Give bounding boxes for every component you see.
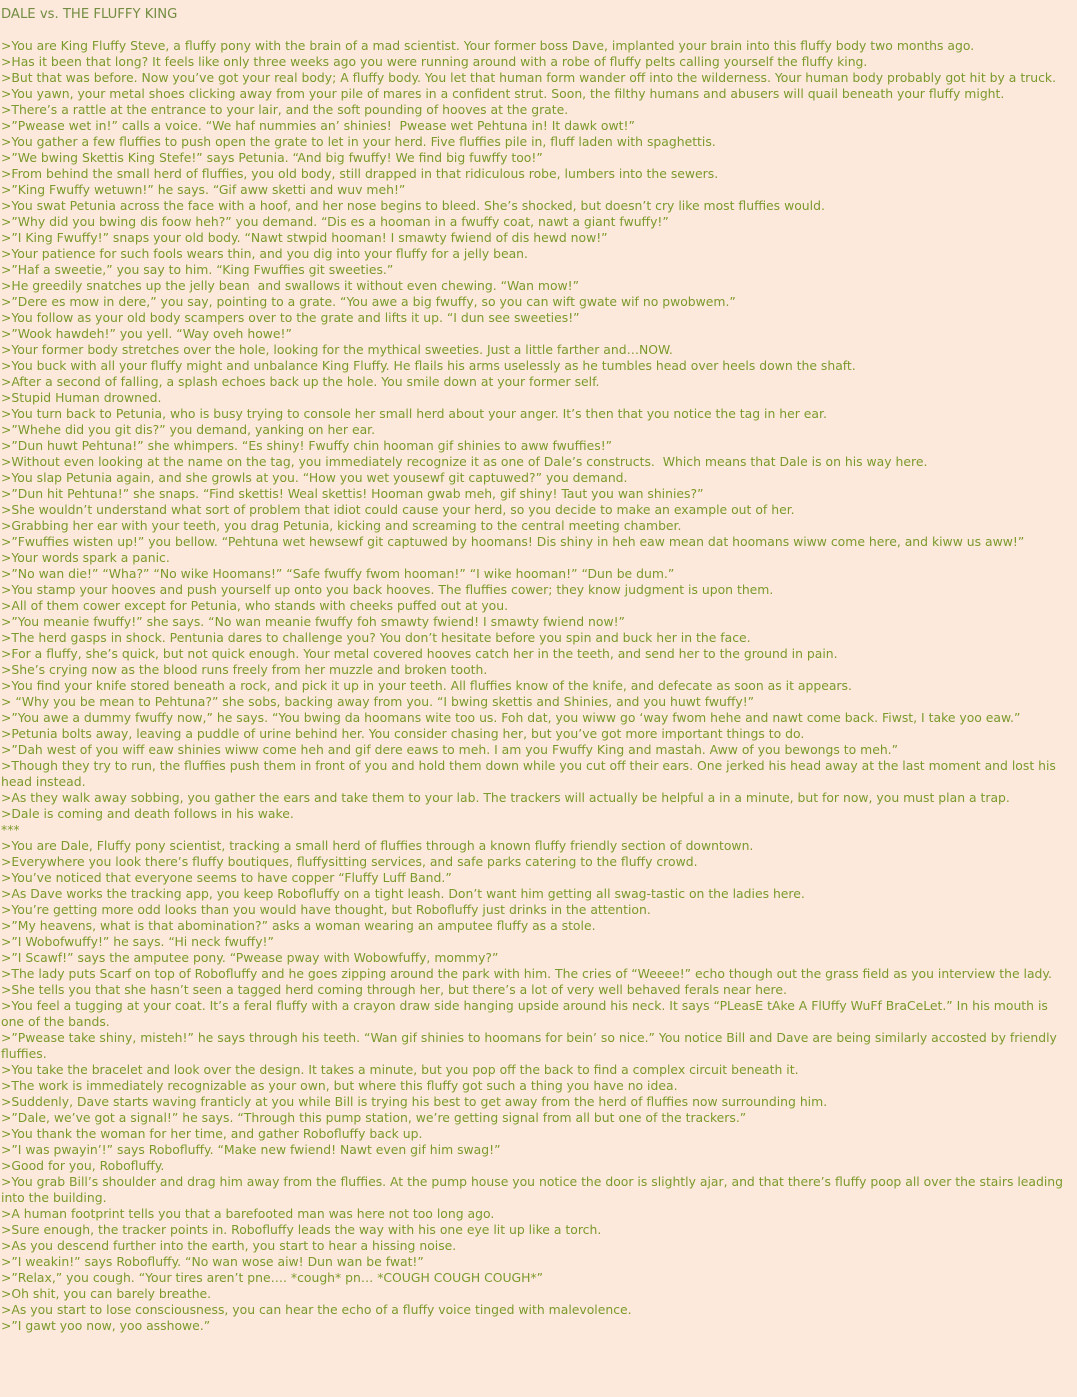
story-line: >Oh shit, you can barely breathe. — [1, 1286, 212, 1301]
story-line: >After a second of falling, a splash echoes back up the hole. You smile down at your former self. — [1, 374, 600, 389]
story-line: >You follow as your old body scampers over to the grate and lifts it up. “I dun see sweeties!” — [1, 310, 580, 325]
story-line: >As they walk away sobbing, you gather the ears and take them to your lab. The trackers will actually be helpful a in a minute, but for now, you must plan a trap. — [1, 790, 1010, 805]
story-line: >”Dere es mow in dere,” you say, pointing to a grate. “You awe a big fwuffy, so you can wift gwate wif no pwobwem.” — [1, 294, 736, 309]
story-line: >”Haf a sweetie,” you say to him. “King Fwuffies git sweeties.” — [1, 262, 394, 277]
story-line: >”Wook hawdeh!” you yell. “Way oveh howe!” — [1, 326, 292, 341]
story-line: >You feel a tugging at your coat. It’s a feral fluffy with a crayon draw side hanging upside around his neck. It says “PLeasE tAke A FlUffy WuFf BraCeLet.” In his mouth is one of the bands. — [1, 998, 1052, 1029]
section-divider: *** — [1, 822, 20, 837]
story-line: >”I Scawf!” says the amputee pony. “Pwease pway with Wobowfuffy, mommy?” — [1, 950, 499, 965]
story-line: >She wouldn’t understand what sort of problem that idiot could cause your herd, so you decide to make an example out of her. — [1, 502, 795, 517]
story-line: >Suddenly, Dave starts waving franticly at you while Bill is trying his best to get away from the herd of fluffies now surrounding him. — [1, 1094, 828, 1109]
story-line: >”King Fwuffy wetuwn!” he says. “Gif aww sketti and wuv meh!” — [1, 182, 406, 197]
story-line: >”Pwease take shiny, misteh!” he says through his teeth. “Wan gif shinies to hoomans for bein’ so nice.” You notice Bill and Dave are being similarly accosted by friendly fluffies. — [1, 1030, 1061, 1061]
story-line: >She tells you that she hasn’t seen a tagged herd coming through her, but there’s a lot of very well behaved ferals near here. — [1, 982, 787, 997]
story-line: >The lady puts Scarf on top of Robofluffy and he goes zipping around the park with him. The cries of “Weeee!” echo though out the grass field as you interview the lady. — [1, 966, 1052, 981]
story-line: >”Dun hit Pehtuna!” she snaps. “Find skettis! Weal skettis! Hooman gwab meh, gif shiny! Taut you wan shinies?” — [1, 486, 704, 501]
story-line: >Without even looking at the name on the tag, you immediately recognize it as one of Dale’s constructs. Which means that Dale is on his way here. — [1, 454, 928, 469]
story-line: >”No wan die!” “Wha?” “No wike Hoomans!” “Safe fwuffy fwom hooman!” “I wike hooman!” “Dun be dum.” — [1, 566, 675, 581]
story-line: >As you descend further into the earth, you start to hear a hissing noise. — [1, 1238, 457, 1253]
story-body — [1, 38, 1074, 1334]
story-line: >Grabbing her ear with your teeth, you drag Petunia, kicking and screaming to the central meeting chamber. — [1, 518, 682, 533]
story-line: >Dale is coming and death follows in his wake. — [1, 806, 294, 821]
story-line: >Your patience for such fools wears thin, and you dig into your fluffy for a jelly bean. — [1, 246, 528, 261]
story-line: >”Relax,” you cough. “Your tires aren’t pne…. *cough* pn… *COUGH COUGH COUGH*” — [1, 1270, 544, 1285]
story-line: > “Why you be mean to Pehtuna?” she sobs, backing away from you. “I bwing skettis and Shinies, and you huwt fwuffy!” — [1, 694, 755, 709]
story-line: >You slap Petunia again, and she growls at you. “How you wet yousewf git captuwed?” you demand. — [1, 470, 628, 485]
story-line: >You’ve noticed that everyone seems to have copper “Fluffy Luff Band.” — [1, 870, 452, 885]
story-line: >You grab Bill’s shoulder and drag him away from the fluffies. At the pump house you notice the door is slightly ajar, and that there’s fluffy poop all over the stairs leading into the building. — [1, 1174, 1067, 1205]
story-line: >You turn back to Petunia, who is busy trying to console her small herd about your anger. It’s then that you notice the tag in her ear. — [1, 406, 827, 421]
story-line: >A human footprint tells you that a barefooted man was here not too long ago. — [1, 1206, 495, 1221]
story-line: >You stamp your hooves and push yourself up onto you back hooves. The fluffies cower; they know judgment is upon them. — [1, 582, 774, 597]
story-line: >You gather a few fluffies to push open the grate to let in your herd. Five fluffies pile in, fluff laden with spaghettis. — [1, 134, 716, 149]
story-line: >But that was before. Now you’ve got your real body; A fluffy body. You let that human form wander off into the wilderness. Your human body probably got hit by a truck. — [1, 70, 1057, 85]
story-line: >Petunia bolts away, leaving a puddle of urine behind her. You consider chasing her, but you’ve got more important things to do. — [1, 726, 805, 741]
story-line: >Your former body stretches over the hole, looking for the mythical sweeties. Just a little farther and…NOW. — [1, 342, 673, 357]
story-line: >”I gawt yoo now, yoo asshowe.” — [1, 1318, 211, 1333]
story-line: >”You awe a dummy fwuffy now,” he says. “You bwing da hoomans wite too us. Foh dat, you wiww go ‘way fwom hehe and nawt come back. Fiwst, I take yoo eaw.” — [1, 710, 1021, 725]
story-line: >The work is immediately recognizable as your own, but where this fluffy got such a thing you have no idea. — [1, 1078, 678, 1093]
story-line: >Everywhere you look there’s fluffy boutiques, fluffysitting services, and safe parks catering to the fluffy crowd. — [1, 854, 698, 869]
story-line: >There’s a rattle at the entrance to your lair, and the soft pounding of hooves at the grate. — [1, 102, 569, 117]
story-line: >”My heavens, what is that abomination?” asks a woman wearing an amputee fluffy as a stole. — [1, 918, 596, 933]
story-line: >You yawn, your metal shoes clicking away from your pile of mares in a confident strut. Soon, the filthy humans and abusers will quail beneath your fluffy might. — [1, 86, 1005, 101]
story-line: >You’re getting more odd looks than you would have thought, but Robofluffy just drinks in the attention. — [1, 902, 651, 917]
story-line: >You swat Petunia across the face with a hoof, and her nose begins to bleed. She’s shocked, but doesn’t cry like most fluffies would. — [1, 198, 825, 213]
story-line: >”I King Fwuffy!” snaps your old body. “Nawt stwpid hooman! I smawty fwiend of dis hewd now!” — [1, 230, 608, 245]
story-line: >All of them cower except for Petunia, who stands with cheeks puffed out at you. — [1, 598, 509, 613]
story-line: >From behind the small herd of fluffies, you old body, still drapped in that ridiculous robe, lumbers into the sewers. — [1, 166, 719, 181]
story-line: >”I was pwayin’!” says Robofluffy. “Make new fwiend! Nawt even gif him swag!” — [1, 1142, 501, 1157]
story-line: >Sure enough, the tracker points in. Robofluffy leads the way with his one eye lit up like a torch. — [1, 1222, 602, 1237]
story-line: >”Fwuffies wisten up!” you bellow. “Pehtuna wet hewsewf git captuwed by hoomans! Dis shiny in heh eaw mean dat hoomans wiww come here, and kiww us aww!” — [1, 534, 1025, 549]
story-line: >”You meanie fwuffy!” she says. “No wan meanie fwuffy foh smawty fwiend! I smawty fwiend now!” — [1, 614, 625, 629]
story-line: >You find your knife stored beneath a rock, and pick it up in your teeth. All fluffies know of the knife, and defecate as soon as it appears. — [1, 678, 852, 693]
story-line: >She’s crying now as the blood runs freely from her muzzle and broken tooth. — [1, 662, 488, 677]
story-line: >”Dah west of you wiff eaw shinies wiww come heh and gif dere eaws to meh. I am you Fwuffy King and mastah. Aww of you bewongs to meh.” — [1, 742, 899, 757]
story-line: >For a fluffy, she’s quick, but not quick enough. Your metal covered hooves catch her in the teeth, and send her to the ground in pain. — [1, 646, 838, 661]
story-line: >”Dale, we’ve got a signal!” he says. “Through this pump station, we’re getting signal from all but one of the trackers.” — [1, 1110, 747, 1125]
story-line: >”I weakin!” says Robofluffy. “No wan wose aiw! Dun wan be fwat!” — [1, 1254, 424, 1269]
story-line: >You are King Fluffy Steve, a fluffy pony with the brain of a mad scientist. Your former boss Dave, implanted your brain into this fluffy body two months ago. — [1, 38, 975, 53]
story-line: >He greedily snatches up the jelly bean and swallows it without even chewing. “Wan mow!” — [1, 278, 580, 293]
story-line: >”I Wobofwuffy!” he says. “Hi neck fwuffy!” — [1, 934, 274, 949]
story-line: >You take the bracelet and look over the design. It takes a minute, but you pop off the back to find a complex circuit beneath it. — [1, 1062, 799, 1077]
story-line: >”Dun huwt Pehtuna!” she whimpers. “Es shiny! Fwuffy chin hooman gif shinies to aww fwuffies!” — [1, 438, 613, 453]
story-title: DALE vs. THE FLUFFY KING — [1, 7, 178, 22]
story-line: >Has it been that long? It feels like only three weeks ago you were running around with a robe of fluffy pelts calling yourself the fluffy king. — [1, 54, 868, 69]
story-line: >You buck with all your fluffy might and unbalance King Fluffy. He flails his arms uselessly as he tumbles head over heels down the shaft. — [1, 358, 856, 373]
story-line: >As you start to lose consciousness, you can hear the echo of a fluffy voice tinged with malevolence. — [1, 1302, 632, 1317]
story-line: >Stupid Human drowned. — [1, 390, 162, 405]
story-line: >You are Dale, Fluffy pony scientist, tracking a small herd of fluffies through a known fluffy friendly section of downtown. — [1, 838, 754, 853]
story-line: >As Dave works the tracking app, you keep Robofluffy on a tight leash. Don’t want him getting all swag-tastic on the ladies here. — [1, 886, 805, 901]
story-line: >”Pwease wet in!” calls a voice. “We haf nummies an’ shinies! Pwease wet Pehtuna in! It dawk owt!” — [1, 118, 635, 133]
story-line: >Though they try to run, the fluffies push them in front of you and hold them down while you cut off their ears. One jerked his head away at the last moment and lost his head instead. — [1, 758, 1060, 789]
story-line: >The herd gasps in shock. Pentunia dares to challenge you? You don’t hesitate before you spin and buck her in the face. — [1, 630, 751, 645]
story-line: >Good for you, Robofluffy. — [1, 1158, 165, 1173]
story-line: >Your words spark a panic. — [1, 550, 170, 565]
story-line: >”We bwing Skettis King Stefe!” says Petunia. “And big fwuffy! We find big fuwffy too!” — [1, 150, 543, 165]
story-line: >”Whehe did you git dis?” you demand, yanking on her ear. — [1, 422, 376, 437]
story-line: >You thank the woman for her time, and gather Robofluffy back up. — [1, 1126, 423, 1141]
story-line: >”Why did you bwing dis foow heh?” you demand. “Dis es a hooman in a fwuffy coat, nawt a giant fwuffy!” — [1, 214, 669, 229]
